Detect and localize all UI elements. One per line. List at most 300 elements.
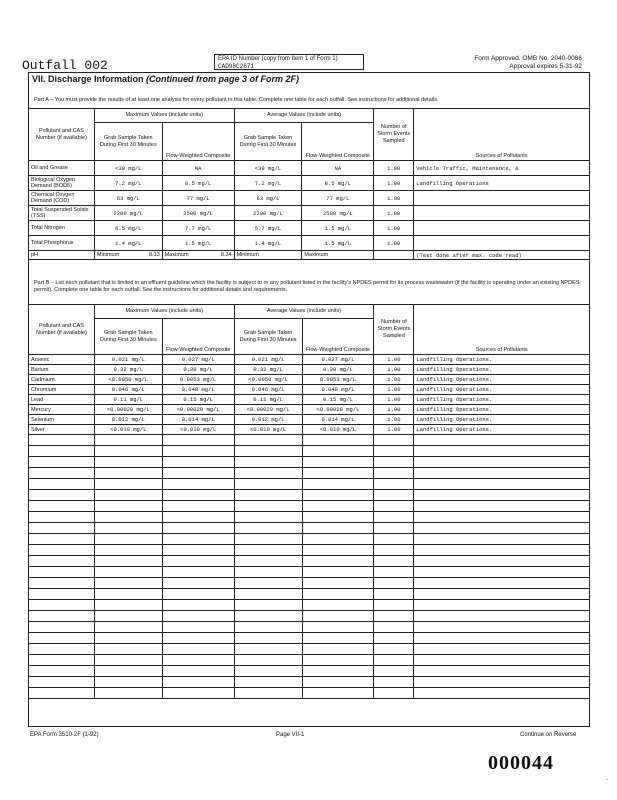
max-flow-header: Flow-Weighted Composite bbox=[162, 123, 234, 161]
max-flow-cell: 7.7 mg/L bbox=[162, 221, 234, 236]
outfall-label: Outfall 002 bbox=[22, 58, 108, 73]
avg-grab-cell: 7.2 mg/L bbox=[234, 176, 302, 191]
max-grab-cell: 0.11 mg/L bbox=[94, 395, 162, 405]
blank-cell bbox=[374, 677, 414, 688]
blank-cell bbox=[29, 457, 95, 468]
avg-flow-cell: NA bbox=[302, 161, 374, 176]
blank-cell bbox=[162, 611, 234, 622]
part-b-table bbox=[28, 304, 590, 699]
max-flow-cell: 77 mg/L bbox=[162, 191, 234, 206]
blank-cell bbox=[162, 435, 234, 446]
blank-cell bbox=[234, 490, 302, 501]
table-row bbox=[29, 191, 590, 206]
blank-cell bbox=[414, 523, 590, 534]
blank-cell bbox=[302, 457, 374, 468]
blank-cell bbox=[374, 556, 414, 567]
blank-row bbox=[29, 534, 590, 545]
pollutant-header: Pollutant and CAS Number (if available) bbox=[29, 109, 95, 161]
blank-cell bbox=[234, 567, 302, 578]
blank-cell bbox=[302, 468, 374, 479]
blank-cell bbox=[414, 446, 590, 457]
events-cell: 1.00 bbox=[374, 206, 414, 221]
blank-cell bbox=[374, 611, 414, 622]
pollutant-name: Mercury bbox=[29, 405, 95, 415]
blank-cell bbox=[374, 633, 414, 644]
table-row bbox=[29, 385, 590, 395]
events-cell: 1.00 bbox=[374, 365, 414, 375]
pollutant-name: Cadmium bbox=[29, 375, 95, 385]
avg-grab-cell: <0.010 mg/L bbox=[234, 425, 302, 435]
blank-cell bbox=[302, 611, 374, 622]
blank-cell bbox=[414, 644, 590, 655]
blank-row bbox=[29, 655, 590, 666]
max-grab-cell: <0.00020 mg/L bbox=[94, 405, 162, 415]
blank-cell bbox=[94, 556, 162, 567]
blank-cell bbox=[414, 666, 590, 677]
blank-cell bbox=[374, 655, 414, 666]
blank-cell bbox=[374, 490, 414, 501]
source-cell: Landfilling Operations. bbox=[414, 415, 590, 425]
blank-cell bbox=[234, 666, 302, 677]
blank-cell bbox=[29, 578, 95, 589]
max-grab-cell: 0.012 mg/L bbox=[94, 415, 162, 425]
form-number: EPA Form 3510-2F (1-92) bbox=[30, 732, 99, 738]
blank-cell bbox=[94, 567, 162, 578]
blank-cell bbox=[234, 622, 302, 633]
max-flow-cell: 2500 mg/L bbox=[162, 206, 234, 221]
avg-flow-cell: 0.027 mg/L bbox=[302, 355, 374, 365]
blank-row bbox=[29, 545, 590, 556]
blank-cell bbox=[302, 479, 374, 490]
blank-cell bbox=[234, 644, 302, 655]
blank-row bbox=[29, 611, 590, 622]
blank-cell bbox=[94, 501, 162, 512]
pollutant-name: Chemical Oxygen Demand (COD) bbox=[29, 191, 95, 206]
blank-cell bbox=[29, 501, 95, 512]
avg-grab-cell: 63 mg/L bbox=[234, 191, 302, 206]
blank-cell bbox=[302, 644, 374, 655]
source-cell: Landfilling Operations. bbox=[414, 405, 590, 415]
blank-row bbox=[29, 457, 590, 468]
avg-grab-cell: 1.4 mg/L bbox=[234, 236, 302, 251]
blank-cell bbox=[29, 479, 95, 490]
blank-cell bbox=[29, 435, 95, 446]
blank-cell bbox=[94, 633, 162, 644]
blank-cell bbox=[414, 501, 590, 512]
source-cell: Landfilling Operations. bbox=[414, 365, 590, 375]
source-cell bbox=[414, 221, 590, 236]
blank-cell bbox=[414, 479, 590, 490]
blank-row bbox=[29, 633, 590, 644]
blank-cell bbox=[234, 446, 302, 457]
blank-cell bbox=[162, 688, 234, 699]
source-cell bbox=[414, 206, 590, 221]
blank-cell bbox=[29, 633, 95, 644]
table-row bbox=[29, 161, 590, 176]
source-cell: Landfilling Operations bbox=[414, 176, 590, 191]
max-grab-cell: <39 mg/L bbox=[94, 161, 162, 176]
blank-row bbox=[29, 567, 590, 578]
avg-grab-header: Grab Sample Taken During First 30 Minutes bbox=[234, 123, 302, 161]
blank-cell bbox=[234, 578, 302, 589]
avg-grab-cell: 0.11 mg/L bbox=[234, 395, 302, 405]
blank-cell bbox=[302, 523, 374, 534]
avg-grab-cell: <0.00020 mg/L bbox=[234, 405, 302, 415]
blank-cell bbox=[94, 677, 162, 688]
blank-cell bbox=[94, 589, 162, 600]
ph-row bbox=[29, 251, 590, 260]
blank-cell bbox=[94, 523, 162, 534]
b-max-grab-header: Grab Sample Taken During First 30 Minutes bbox=[94, 319, 162, 355]
pollutant-name: Total Nitrogen bbox=[29, 221, 95, 236]
part-b-instructions: Part B – List each pollutant that is limited in an effluent guideline which the facility is subject to or any pollutant listed in the facility's NPDES permit for its process wastewater (if the facility is operating under an existing NPDES permit). Complete one table for each outfall. See the instructions for additional details and requirements. bbox=[34, 280, 580, 293]
blank-cell bbox=[94, 688, 162, 699]
avg-flow-header: Flow-Weighted Composite bbox=[302, 123, 374, 161]
avg-grab-cell: 0.046 mg/L bbox=[234, 385, 302, 395]
blank-cell bbox=[414, 677, 590, 688]
blank-cell bbox=[94, 545, 162, 556]
avg-values-header: Average Values (include units) bbox=[234, 109, 374, 123]
blank-cell bbox=[414, 578, 590, 589]
blank-cell bbox=[162, 589, 234, 600]
ph-min2-label: Minimum bbox=[234, 251, 302, 260]
events-cell: 1.00 bbox=[374, 236, 414, 251]
blank-row bbox=[29, 556, 590, 567]
blank-row bbox=[29, 523, 590, 534]
avg-grab-cell: 2200 mg/L bbox=[234, 206, 302, 221]
pollutant-name: Total Phosphorus bbox=[29, 236, 95, 251]
max-grab-cell: 2200 mg/L bbox=[94, 206, 162, 221]
blank-cell bbox=[29, 512, 95, 523]
blank-cell bbox=[162, 567, 234, 578]
max-values-header: Maximum Values (include units) bbox=[94, 109, 234, 123]
max-flow-cell: NA bbox=[162, 161, 234, 176]
avg-grab-cell: <39 mg/L bbox=[234, 161, 302, 176]
blank-cell bbox=[374, 501, 414, 512]
table-row bbox=[29, 395, 590, 405]
blank-cell bbox=[162, 446, 234, 457]
section-title bbox=[28, 72, 590, 84]
blank-cell bbox=[29, 677, 95, 688]
blank-row bbox=[29, 490, 590, 501]
pollutant-name: Biological Oxygen Demand (BOD5) bbox=[29, 176, 95, 191]
blank-cell bbox=[234, 655, 302, 666]
b-avg-grab-header: Grab Sample Taken During First 30 Minutes bbox=[234, 319, 302, 355]
approval-expires: Approval expires 5-31-92 bbox=[509, 63, 582, 70]
blank-cell bbox=[302, 666, 374, 677]
blank-cell bbox=[234, 556, 302, 567]
blank-cell bbox=[414, 633, 590, 644]
blank-cell bbox=[162, 677, 234, 688]
blank-row bbox=[29, 479, 590, 490]
blank-cell bbox=[234, 523, 302, 534]
blank-cell bbox=[374, 688, 414, 699]
avg-flow-cell: 8.5 mg/L bbox=[302, 176, 374, 191]
epa-id-label: EPA ID Number (copy from Item 1 of Form 1) bbox=[218, 56, 338, 62]
avg-grab-cell: <0.0050 mg/L bbox=[234, 375, 302, 385]
pollutant-name: Oil and Grease bbox=[29, 161, 95, 176]
blank-cell bbox=[94, 446, 162, 457]
table-row bbox=[29, 375, 590, 385]
blank-cell bbox=[29, 556, 95, 567]
blank-cell bbox=[234, 435, 302, 446]
avg-flow-cell: 0.0053 mg/L bbox=[302, 375, 374, 385]
blank-cell bbox=[414, 490, 590, 501]
blank-cell bbox=[374, 523, 414, 534]
blank-row bbox=[29, 600, 590, 611]
max-grab-cell: 0.32 mg/L bbox=[94, 365, 162, 375]
blank-row bbox=[29, 677, 590, 688]
avg-flow-cell: 1.5 mg/L bbox=[302, 221, 374, 236]
blank-cell bbox=[374, 545, 414, 556]
blank-cell bbox=[374, 589, 414, 600]
blank-cell bbox=[234, 457, 302, 468]
blank-row bbox=[29, 589, 590, 600]
blank-cell bbox=[29, 446, 95, 457]
ph-max-value: 8.24 bbox=[220, 252, 232, 258]
blank-cell bbox=[414, 468, 590, 479]
blank-row bbox=[29, 688, 590, 699]
blank-cell bbox=[374, 578, 414, 589]
blank-cell bbox=[162, 523, 234, 534]
blank-cell bbox=[414, 534, 590, 545]
blank-cell bbox=[94, 534, 162, 545]
blank-cell bbox=[29, 468, 95, 479]
blank-cell bbox=[94, 479, 162, 490]
table-row bbox=[29, 236, 590, 251]
avg-flow-cell: 0.39 mg/L bbox=[302, 365, 374, 375]
blank-cell bbox=[29, 611, 95, 622]
source-cell: Vehicle Traffic, Maintenance, & bbox=[414, 161, 590, 176]
b-pollutant-header: Pollutant and CAS Number (if available) bbox=[29, 305, 95, 355]
events-cell: 1.00 bbox=[374, 415, 414, 425]
blank-cell bbox=[94, 490, 162, 501]
max-grab-cell: 1.4 mg/L bbox=[94, 236, 162, 251]
part-a-instructions: Part A – You must provide the results of at least one analysis for every pollutant in this table. Complete one table for each outfall. See instructions for additional details. bbox=[34, 97, 439, 103]
blank-cell bbox=[302, 655, 374, 666]
blank-cell bbox=[94, 655, 162, 666]
blank-cell bbox=[29, 567, 95, 578]
blank-cell bbox=[414, 688, 590, 699]
source-cell bbox=[414, 191, 590, 206]
blank-cell bbox=[414, 622, 590, 633]
blank-cell bbox=[374, 644, 414, 655]
pollutant-name: Silver bbox=[29, 425, 95, 435]
blank-cell bbox=[234, 611, 302, 622]
events-cell: 1.00 bbox=[374, 425, 414, 435]
max-flow-cell: 0.014 mg/L bbox=[162, 415, 234, 425]
pollutant-name: Chromium bbox=[29, 385, 95, 395]
blank-cell bbox=[414, 600, 590, 611]
blank-cell bbox=[162, 666, 234, 677]
blank-cell bbox=[302, 622, 374, 633]
max-grab-cell: 0.046 mg/L bbox=[94, 385, 162, 395]
table-row bbox=[29, 405, 590, 415]
blank-cell bbox=[162, 490, 234, 501]
avg-grab-cell: 5.7 mg/L bbox=[234, 221, 302, 236]
blank-cell bbox=[29, 644, 95, 655]
blank-cell bbox=[302, 688, 374, 699]
b-avg-values-header: Average Values (include units) bbox=[234, 305, 374, 319]
blank-cell bbox=[162, 578, 234, 589]
blank-row bbox=[29, 501, 590, 512]
blank-cell bbox=[302, 633, 374, 644]
blank-cell bbox=[94, 578, 162, 589]
section-title-italic: (Continued from page 3 of Form 2F) bbox=[146, 74, 300, 84]
blank-cell bbox=[414, 556, 590, 567]
max-flow-cell: 0.048 mg/L bbox=[162, 385, 234, 395]
ph-name: pH bbox=[29, 251, 95, 260]
b-sources-header: Sources of Pollutants bbox=[414, 305, 590, 355]
blank-cell bbox=[302, 600, 374, 611]
ph-max-label: Maximum bbox=[164, 252, 189, 258]
events-cell: 1.00 bbox=[374, 395, 414, 405]
max-grab-cell: <0.0050 mg/L bbox=[94, 375, 162, 385]
blank-cell bbox=[29, 545, 95, 556]
events-cell: 1.00 bbox=[374, 375, 414, 385]
omb-number: Form Approved. OMB No. 2040-0086 bbox=[474, 55, 582, 62]
table-row bbox=[29, 206, 590, 221]
ph-max2-label: Maximum bbox=[302, 251, 374, 260]
blank-cell bbox=[414, 611, 590, 622]
blank-cell bbox=[302, 567, 374, 578]
max-flow-cell: 0.39 mg/L bbox=[162, 365, 234, 375]
blank-cell bbox=[302, 446, 374, 457]
events-cell: 1.00 bbox=[374, 161, 414, 176]
continue-note: Continue on Reverse bbox=[520, 732, 577, 738]
blank-cell bbox=[234, 589, 302, 600]
blank-cell bbox=[234, 677, 302, 688]
blank-cell bbox=[94, 666, 162, 677]
pollutant-name: Barium bbox=[29, 365, 95, 375]
events-cell: 1.00 bbox=[374, 405, 414, 415]
blank-cell bbox=[302, 578, 374, 589]
form-approved bbox=[432, 55, 582, 71]
blank-cell bbox=[29, 655, 95, 666]
events-cell: 1.00 bbox=[374, 176, 414, 191]
blank-row bbox=[29, 622, 590, 633]
blank-cell bbox=[94, 512, 162, 523]
blank-cell bbox=[374, 457, 414, 468]
b-events-header: Number of Storm Events Sampled bbox=[374, 305, 414, 355]
blank-row bbox=[29, 512, 590, 523]
blank-cell bbox=[29, 600, 95, 611]
max-flow-cell: 0.0053 mg/L bbox=[162, 375, 234, 385]
table-row bbox=[29, 425, 590, 435]
avg-flow-cell: 77 mg/L bbox=[302, 191, 374, 206]
blank-cell bbox=[94, 611, 162, 622]
b-max-values-header: Maximum Values (include units) bbox=[94, 305, 234, 319]
blank-cell bbox=[94, 457, 162, 468]
blank-cell bbox=[162, 545, 234, 556]
table-row bbox=[29, 176, 590, 191]
avg-grab-cell: 0.012 mg/L bbox=[234, 415, 302, 425]
max-grab-cell: <0.010 mg/L bbox=[94, 425, 162, 435]
blank-cell bbox=[162, 501, 234, 512]
events-cell: 1.00 bbox=[374, 355, 414, 365]
blank-row bbox=[29, 446, 590, 457]
avg-flow-cell: 2500 mg/L bbox=[302, 206, 374, 221]
blank-cell bbox=[374, 446, 414, 457]
blank-row bbox=[29, 666, 590, 677]
blank-row bbox=[29, 435, 590, 446]
sources-header: Sources of Pollutants bbox=[414, 109, 590, 161]
table-row bbox=[29, 365, 590, 375]
bates-stamp: 000044 bbox=[488, 752, 554, 774]
table-row bbox=[29, 415, 590, 425]
epa-id-box bbox=[214, 54, 364, 70]
blank-cell bbox=[302, 677, 374, 688]
blank-cell bbox=[162, 655, 234, 666]
blank-cell bbox=[414, 457, 590, 468]
ph-source: (Test done after max. code read) bbox=[414, 251, 590, 260]
blank-cell bbox=[29, 534, 95, 545]
blank-cell bbox=[374, 534, 414, 545]
epa-id-value: CAD98C2871 bbox=[218, 63, 255, 70]
pollutant-name: Arsenic bbox=[29, 355, 95, 365]
blank-cell bbox=[302, 512, 374, 523]
blank-cell bbox=[29, 688, 95, 699]
blank-row bbox=[29, 578, 590, 589]
max-flow-cell: 8.5 mg/L bbox=[162, 176, 234, 191]
source-cell: Landfilling Operations. bbox=[414, 385, 590, 395]
blank-cell bbox=[374, 479, 414, 490]
max-flow-cell: <0.010 mg/L bbox=[162, 425, 234, 435]
b-max-flow-header: Flow-Weighted Composite bbox=[162, 319, 234, 355]
blank-cell bbox=[374, 622, 414, 633]
blank-cell bbox=[162, 556, 234, 567]
blank-cell bbox=[414, 545, 590, 556]
blank-cell bbox=[94, 435, 162, 446]
blank-cell bbox=[302, 545, 374, 556]
source-cell: Landfilling Operations. bbox=[414, 355, 590, 365]
blank-cell bbox=[234, 545, 302, 556]
max-flow-cell: 0.027 mg/L bbox=[162, 355, 234, 365]
blank-cell bbox=[29, 622, 95, 633]
max-grab-header: Grab Sample Taken During First 30 Minutes bbox=[94, 123, 162, 161]
blank-cell bbox=[162, 479, 234, 490]
avg-grab-cell: 0.32 mg/L bbox=[234, 365, 302, 375]
blank-row bbox=[29, 468, 590, 479]
ph-min-label: Minimum bbox=[96, 252, 120, 258]
avg-flow-cell: <0.00020 mg/L bbox=[302, 405, 374, 415]
avg-flow-cell: 0.048 mg/L bbox=[302, 385, 374, 395]
blank-cell bbox=[374, 567, 414, 578]
max-flow-cell: 0.15 mg/L bbox=[162, 395, 234, 405]
blank-cell bbox=[234, 600, 302, 611]
blank-cell bbox=[94, 468, 162, 479]
blank-cell bbox=[94, 622, 162, 633]
max-flow-cell: 1.5 mg/L bbox=[162, 236, 234, 251]
blank-cell bbox=[374, 666, 414, 677]
blank-cell bbox=[302, 501, 374, 512]
table-row bbox=[29, 221, 590, 236]
blank-cell bbox=[234, 688, 302, 699]
source-cell: Landfilling Operations. bbox=[414, 395, 590, 405]
blank-cell bbox=[29, 589, 95, 600]
part-a-table bbox=[28, 108, 590, 260]
blank-cell bbox=[29, 523, 95, 534]
avg-flow-cell: 1.5 mg/L bbox=[302, 236, 374, 251]
blank-cell bbox=[162, 600, 234, 611]
blank-cell bbox=[162, 534, 234, 545]
blank-cell bbox=[414, 567, 590, 578]
avg-grab-cell: 0.021 mg/L bbox=[234, 355, 302, 365]
blank-cell bbox=[234, 501, 302, 512]
max-grab-cell: 63 mg/L bbox=[94, 191, 162, 206]
max-flow-cell: <0.00020 mg/L bbox=[162, 405, 234, 415]
blank-cell bbox=[162, 457, 234, 468]
